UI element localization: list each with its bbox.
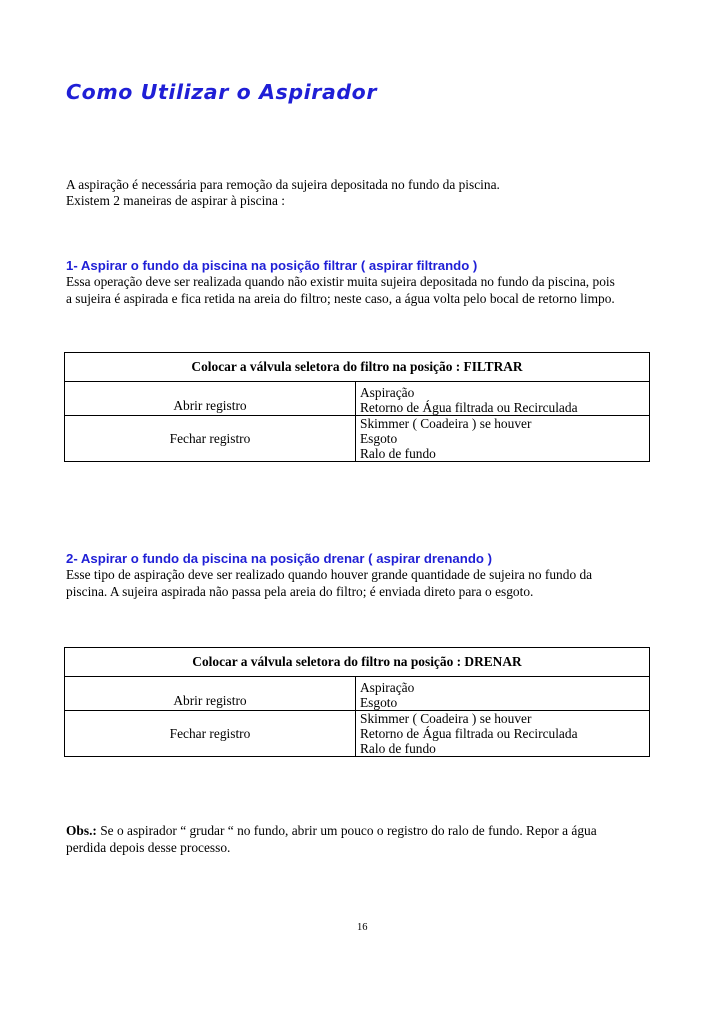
section-2-line-1: Esse tipo de aspiração deve ser realizado quando houver grande quantidade de sujeira no fundo da <box>66 567 593 582</box>
drenar-open-items <box>356 677 650 711</box>
drenar-table-header: Colocar a válvula seletora do filtro na posição : DRENAR <box>65 648 650 677</box>
filtrar-close-label-cell <box>65 416 356 462</box>
filtrar-open-item: Aspiração <box>360 385 415 400</box>
observation-note <box>66 822 597 856</box>
filtrar-open-label: Abrir registro <box>173 398 247 413</box>
intro-line-2: Existem 2 maneiras de aspirar à piscina : <box>66 193 286 209</box>
filtrar-open-items <box>356 382 650 416</box>
drenar-close-item: Retorno de Água filtrada ou Recirculada <box>360 726 578 741</box>
section-1-line-2: a sujeira é aspirada e fica retida na areia do filtro; neste caso, a água volta pelo bocal de retorno limpo. <box>66 291 615 306</box>
filtrar-close-item: Esgoto <box>360 431 398 446</box>
filtrar-close-item: Ralo de fundo <box>360 446 436 461</box>
filtrar-table <box>64 352 650 462</box>
section-1-line-1: Essa operação deve ser realizada quando não existir muita sujeira depositada no fundo da piscina, pois <box>66 274 615 289</box>
filtrar-close-label: Fechar registro <box>169 430 251 446</box>
page-title: Como Utilizar o Aspirador <box>66 80 378 104</box>
drenar-close-items <box>356 711 650 757</box>
section-1-heading: 1- Aspirar o fundo da piscina na posição filtrar ( aspirar filtrando ) <box>66 258 478 273</box>
page-number: 16 <box>357 922 368 933</box>
observation-text-1: Se o aspirador “ grudar “ no fundo, abrir um pouco o registro do ralo de fundo. Repor a água <box>96 823 597 838</box>
drenar-open-item: Aspiração <box>360 680 415 695</box>
section-2-heading: 2- Aspirar o fundo da piscina na posição drenar ( aspirar drenando ) <box>66 551 492 566</box>
drenar-open-item: Esgoto <box>360 695 398 710</box>
filtrar-open-item: Retorno de Água filtrada ou Recirculada <box>360 400 578 415</box>
section-2-line-2: piscina. A sujeira aspirada não passa pela areia do filtro; é enviada direto para o esgoto. <box>66 584 534 599</box>
drenar-open-label-cell <box>65 677 356 711</box>
observation-line-1 <box>66 822 597 839</box>
section-1-text <box>66 273 615 307</box>
drenar-close-item: Skimmer ( Coadeira ) se houver <box>360 711 532 726</box>
filtrar-table-header: Colocar a válvula seletora do filtro na posição : FILTRAR <box>65 353 650 382</box>
filtrar-close-items <box>356 416 650 462</box>
drenar-close-label-cell <box>65 711 356 757</box>
drenar-open-label: Abrir registro <box>173 693 247 708</box>
intro-paragraph <box>66 177 500 210</box>
drenar-close-item: Ralo de fundo <box>360 741 436 756</box>
drenar-table <box>64 647 650 757</box>
filtrar-open-label-cell <box>65 382 356 416</box>
filtrar-close-item: Skimmer ( Coadeira ) se houver <box>360 416 532 431</box>
intro-line-1: A aspiração é necessária para remoção da sujeira depositada no fundo da piscina. <box>66 177 500 192</box>
observation-line-2: perdida depois desse processo. <box>66 840 231 855</box>
section-2-text <box>66 566 592 600</box>
observation-label: Obs.: <box>66 823 97 838</box>
drenar-close-label: Fechar registro <box>169 725 251 741</box>
